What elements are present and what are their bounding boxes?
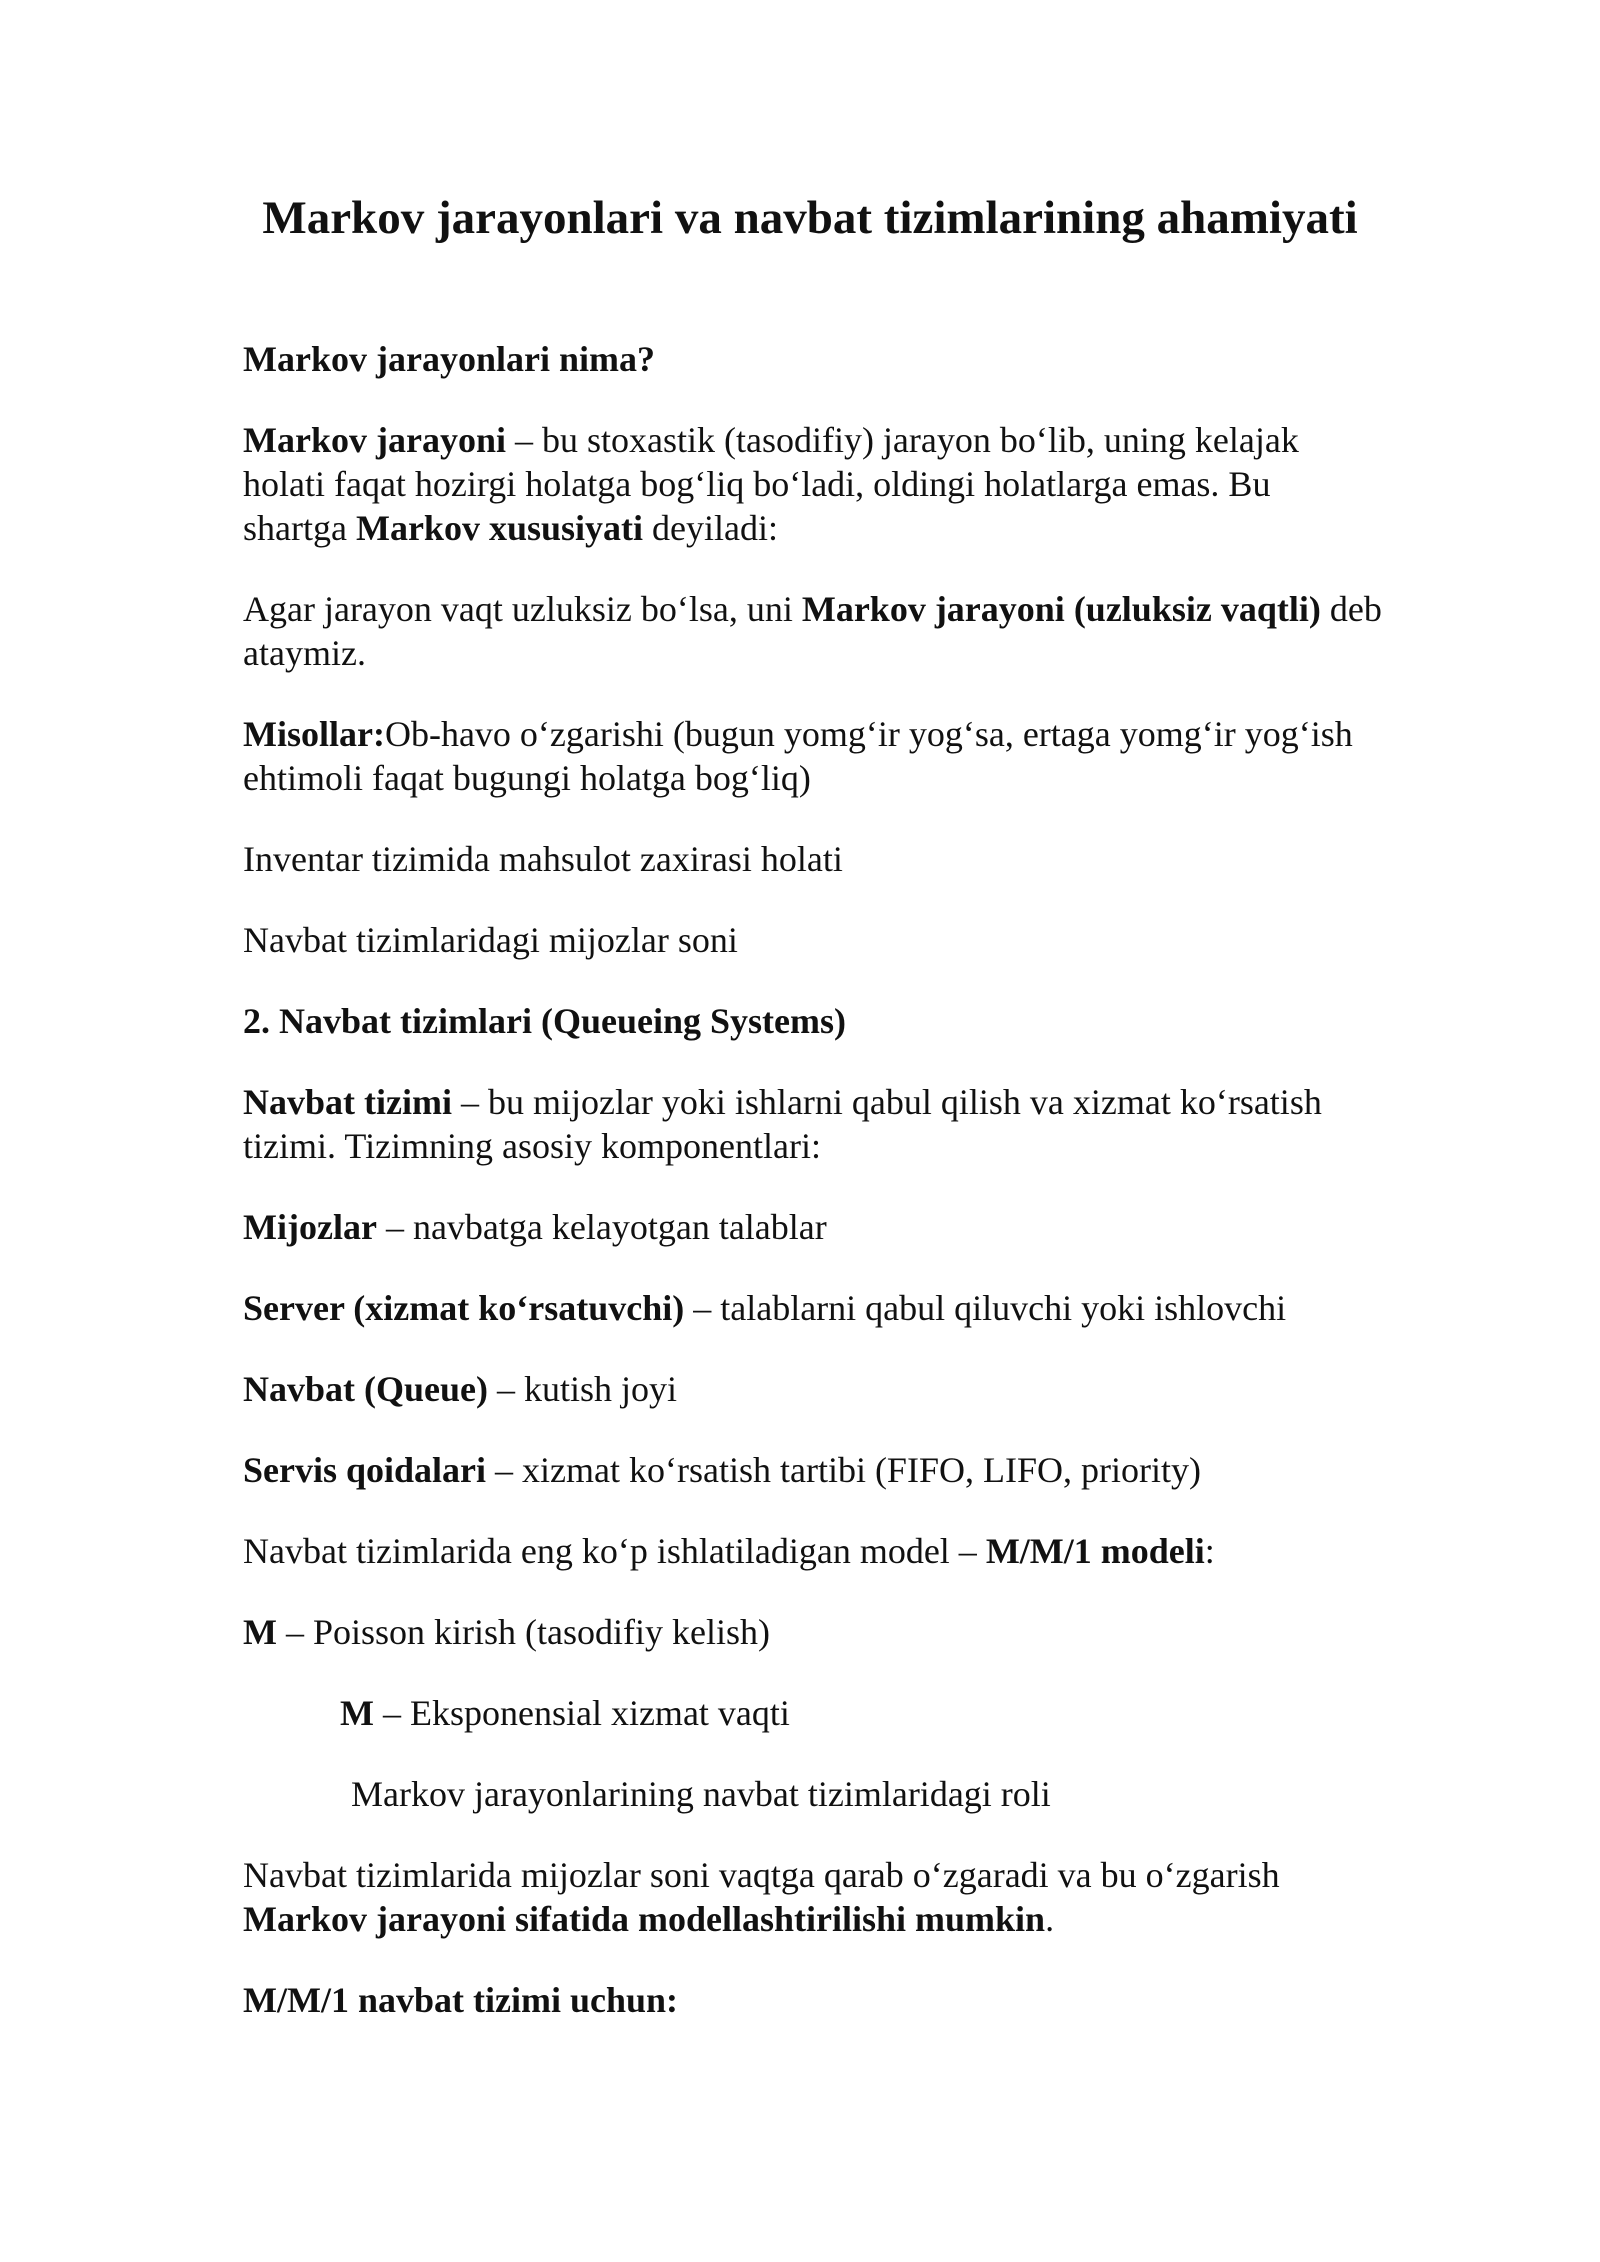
section-heading-queueing: 2. Navbat tizimlari (Queueing Systems) [243,1001,846,1041]
model-m-service [243,1691,1383,1735]
paragraph-markov-modelling [243,1853,1383,1941]
component-server [243,1286,1383,1330]
component-queue [243,1367,1383,1411]
component-term: Server (xizmat ko‘rsatuvchi) [243,1288,685,1328]
model-symbol: M [243,1612,277,1652]
component-term: Navbat (Queue) [243,1369,488,1409]
example-weather: Ob-havo o‘zgarishi (bugun yomg‘ir yog‘sa, ertaga yomg‘ir yog‘ish ehtimoli faqat bugungi holatga bog‘liq) [243,714,1353,798]
document-body [243,337,1383,2059]
component-text: – xizmat ko‘rsatish tartibi (FIFO, LIFO, priority) [486,1450,1201,1490]
component-text: – navbatga kelayotgan talablar [376,1207,827,1247]
model-symbol: M [340,1693,374,1733]
paragraph-text: : [1204,1531,1215,1571]
paragraph-text: – bu stoxastik (tasodifiy) jarayon bo‘lib, uning kelajak holati faqat hozirgi holatga bog‘liq bo‘ladi, oldingi holatlarga emas. Bu shartga [243,420,1299,548]
document-title: Markov jarayonlari va navbat tizimlarining ahamiyati [262,192,1358,244]
paragraph-markov-definition [243,418,1383,550]
component-customers [243,1205,1383,1249]
model-text: – Eksponensial xizmat vaqti [373,1693,790,1733]
component-text: – talablarni qabul qiluvchi yoki ishlovchi [684,1288,1287,1328]
paragraph-text: Agar jarayon vaqt uzluksiz bo‘lsa, uni [243,589,802,629]
term-markov-process: Markov jarayoni [243,420,506,460]
paragraph-continuous-time [243,587,1383,675]
model-text: – Poisson kirish (tasodifiy kelish) [276,1612,770,1652]
paragraph-text: deb ataymiz. [243,589,1382,673]
component-term: Servis qoidalari [243,1450,487,1490]
term-mm1-model: M/M/1 modeli [985,1531,1205,1571]
term-continuous-markov: Markov jarayoni (uzluksiz vaqtli) [801,589,1321,629]
component-text: – kutish joyi [488,1369,678,1409]
paragraph-text: deyiladi: [643,508,778,548]
paragraph-mm1-model [243,1529,1383,1573]
paragraph-text: Navbat tizimlarida eng ko‘p ishlatiladigan model – [243,1531,986,1571]
example-queue-customers: Navbat tizimlaridagi mijozlar soni [243,920,738,960]
section-heading-mm1: M/M/1 navbat tizimi uchun: [243,1980,679,2020]
component-term: Mijozlar [243,1207,377,1247]
markov-role-line: Markov jarayonlarining navbat tizimlaridagi roli [351,1774,1051,1814]
paragraph-text: Navbat tizimlarida mijozlar soni vaqtga qarab o‘zgaradi va bu o‘zgarish [243,1855,1280,1895]
paragraph-text: . [1045,1899,1055,1939]
paragraph-queue-definition [243,1080,1383,1168]
model-m-arrival [243,1610,1383,1654]
component-service-rules [243,1448,1383,1492]
term-queue-system: Navbat tizimi [243,1082,452,1122]
examples-label: Misollar: [243,714,385,754]
term-markov-modelling: Markov jarayoni sifatida modellashtirilishi mumkin [243,1899,1046,1939]
term-markov-property: Markov xususiyati [355,508,644,548]
section-heading-markov: Markov jarayonlari nima? [243,339,655,379]
example-inventory: Inventar tizimida mahsulot zaxirasi holati [243,839,843,879]
paragraph-examples [243,712,1383,800]
paragraph-text: – bu mijozlar yoki ishlarni qabul qilish va xizmat ko‘rsatish tizimi. Tizimning asosiy komponentlari: [243,1082,1322,1166]
